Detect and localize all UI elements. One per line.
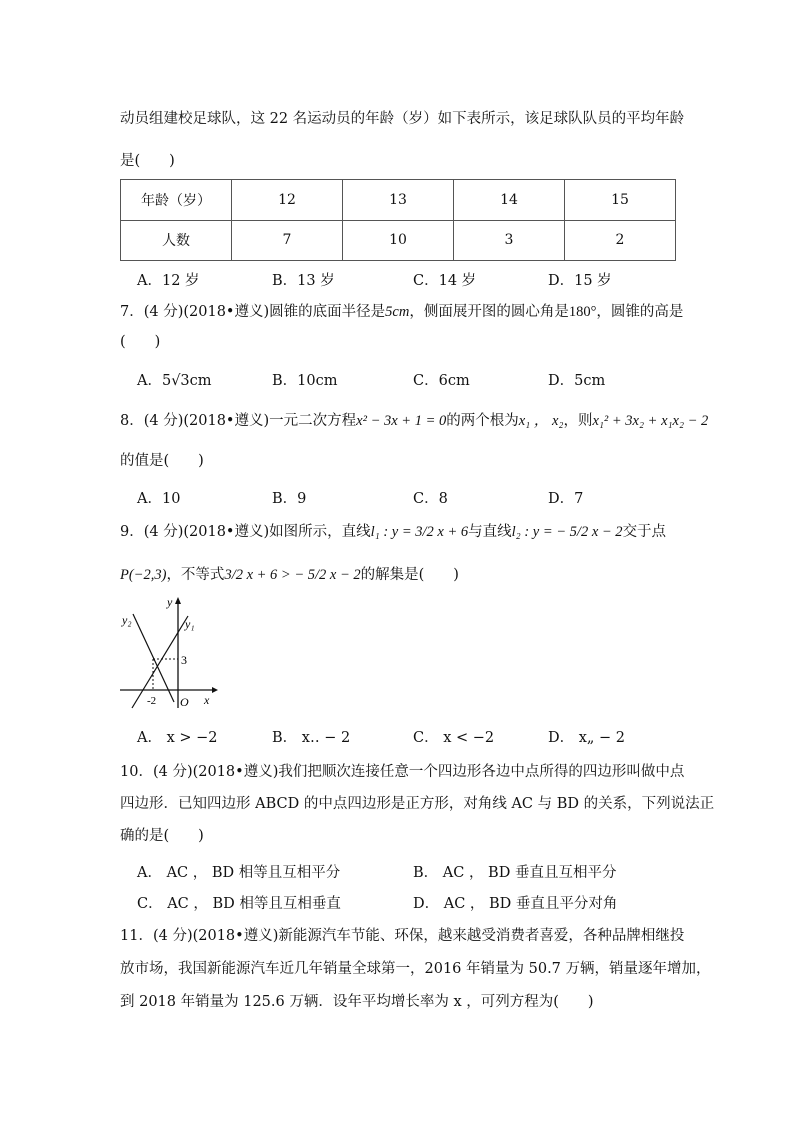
q6-option-d: D．15 岁 — [548, 273, 612, 289]
q9-line1 — [120, 520, 666, 541]
label-y2: y₂ — [122, 613, 132, 627]
q8-expression: x₁² + 3x₂ + x₁x₂ − 2 — [592, 413, 709, 429]
q8-option-b: B．9 — [272, 491, 307, 507]
q7-option-a: A．5√3cm — [137, 373, 212, 389]
q8-roots: x₁ ， x₂ — [518, 413, 564, 429]
table-row — [121, 180, 676, 221]
table-row — [121, 220, 676, 261]
q7-prefix: 7．(4 分)(2018•遵义)圆锥的底面半径是 — [120, 304, 386, 320]
q7-suffix: ，圆锥的高是 — [596, 304, 684, 320]
age-table — [120, 179, 676, 261]
q8-option-d: D．7 — [548, 491, 584, 507]
q9-option-a: A． x > −2 — [137, 730, 218, 746]
label-y: y — [167, 595, 173, 609]
q9-graph — [118, 592, 222, 714]
table-cell: 13 — [343, 180, 454, 221]
q10-option-b: B． AC ， BD 垂直且互相平分 — [413, 865, 617, 881]
y-axis-arrow — [175, 597, 181, 604]
q10-option-d: D． AC ， BD 垂直且平分对角 — [413, 896, 618, 912]
q9-option-d: D． x„ − 2 — [548, 730, 626, 746]
q11-line1: 11．(4 分)(2018•遵义)新能源汽车节能、环保，越来越受消费者喜爱，各种品牌相继投 — [120, 928, 685, 944]
q9-line-l1: l₁ : y = 3/2 x + 6 — [370, 524, 469, 540]
q8-option-a: A．10 — [137, 491, 181, 507]
label-3: 3 — [181, 653, 187, 667]
q9-mid: 与直线 — [468, 524, 512, 540]
q6-line2: 是( ) — [120, 153, 175, 169]
label-x: x — [204, 693, 210, 707]
q6-option-a: A．12 岁 — [137, 273, 200, 289]
table-cell: 15 — [565, 180, 676, 221]
q7-line2: ( ) — [120, 334, 161, 350]
q7-option-d: D．5cm — [548, 373, 606, 389]
label-y1: y₁ — [185, 617, 195, 631]
q7-angle: 180° — [568, 304, 597, 320]
q9-option-b: B． x‥ − 2 — [272, 730, 351, 746]
table-cell: 12 — [232, 180, 343, 221]
q10-option-a: A． AC ， BD 相等且互相平分 — [137, 865, 341, 881]
q7-line1 — [120, 300, 683, 321]
q9-line-l2: l₂ : y = − 5/2 x − 2 — [511, 524, 623, 540]
q10-line1: 10．(4 分)(2018•遵义)我们把顺次连接任意一个四边形各边中点所得的四边形叫做中点 — [120, 764, 685, 780]
table-cell: 10 — [343, 220, 454, 261]
q8-option-c: C．8 — [413, 491, 448, 507]
q8-then: ，则 — [563, 413, 593, 429]
q9-line2 — [120, 563, 459, 584]
q7-option-c: C．6cm — [413, 373, 470, 389]
q9-option-c: C． x < −2 — [413, 730, 495, 746]
q9-suffix: 交于点 — [622, 524, 667, 540]
q10-line3: 确的是( ) — [120, 828, 204, 844]
label-origin: O — [180, 695, 189, 709]
q8-line2: 的值是( ) — [120, 453, 204, 469]
q7-radius: 5cm — [385, 304, 410, 320]
table-cell: 2 — [565, 220, 676, 261]
q6-option-b: B．13 岁 — [272, 273, 335, 289]
q10-option-c: C． AC ， BD 相等且互相垂直 — [137, 896, 341, 912]
q9-line2-suffix: 的解集是( ) — [360, 567, 459, 583]
table-cell: 3 — [454, 220, 565, 261]
q9-ineq-text: ，不等式 — [166, 567, 225, 583]
q7-option-b: B．10cm — [272, 373, 338, 389]
q6-line1: 动员组建校足球队，这 22 名运动员的年龄（岁）如下表所示，该足球队队员的平均年龄 — [120, 111, 685, 127]
q7-mid: ，侧面展开图的圆心角是 — [409, 304, 569, 320]
q8-equation: x² − 3x + 1 = 0 — [356, 413, 447, 429]
q9-point: P(−2,3) — [120, 567, 167, 583]
label-minus-2: -2 — [147, 695, 157, 707]
q8-mid: 的两个根为 — [446, 413, 519, 429]
q8-prefix: 8．(4 分)(2018•遵义)一元二次方程 — [120, 413, 357, 429]
q11-line2: 放市场，我国新能源汽车近几年销量全球第一，2016 年销量为 50.7 万辆，销量逐年增加， — [120, 961, 711, 977]
table-cell: 7 — [232, 220, 343, 261]
table-cell: 14 — [454, 180, 565, 221]
q11-line3: 到 2018 年销量为 125.6 万辆．设年平均增长率为 x ，可列方程为( ) — [120, 994, 594, 1010]
q6-option-c: C．14 岁 — [413, 273, 477, 289]
table-header-count: 人数 — [121, 220, 232, 261]
x-axis-arrow — [212, 687, 218, 693]
q9-prefix: 9．(4 分)(2018•遵义)如图所示，直线 — [120, 524, 371, 540]
q8-line1 — [120, 409, 708, 430]
table-header-age: 年龄（岁） — [121, 180, 232, 221]
q9-inequality: 3/2 x + 6 > − 5/2 x − 2 — [224, 567, 361, 583]
q10-line2: 四边形．已知四边形 ABCD 的中点四边形是正方形，对角线 AC 与 BD 的关系，下列说法正 — [120, 796, 715, 812]
